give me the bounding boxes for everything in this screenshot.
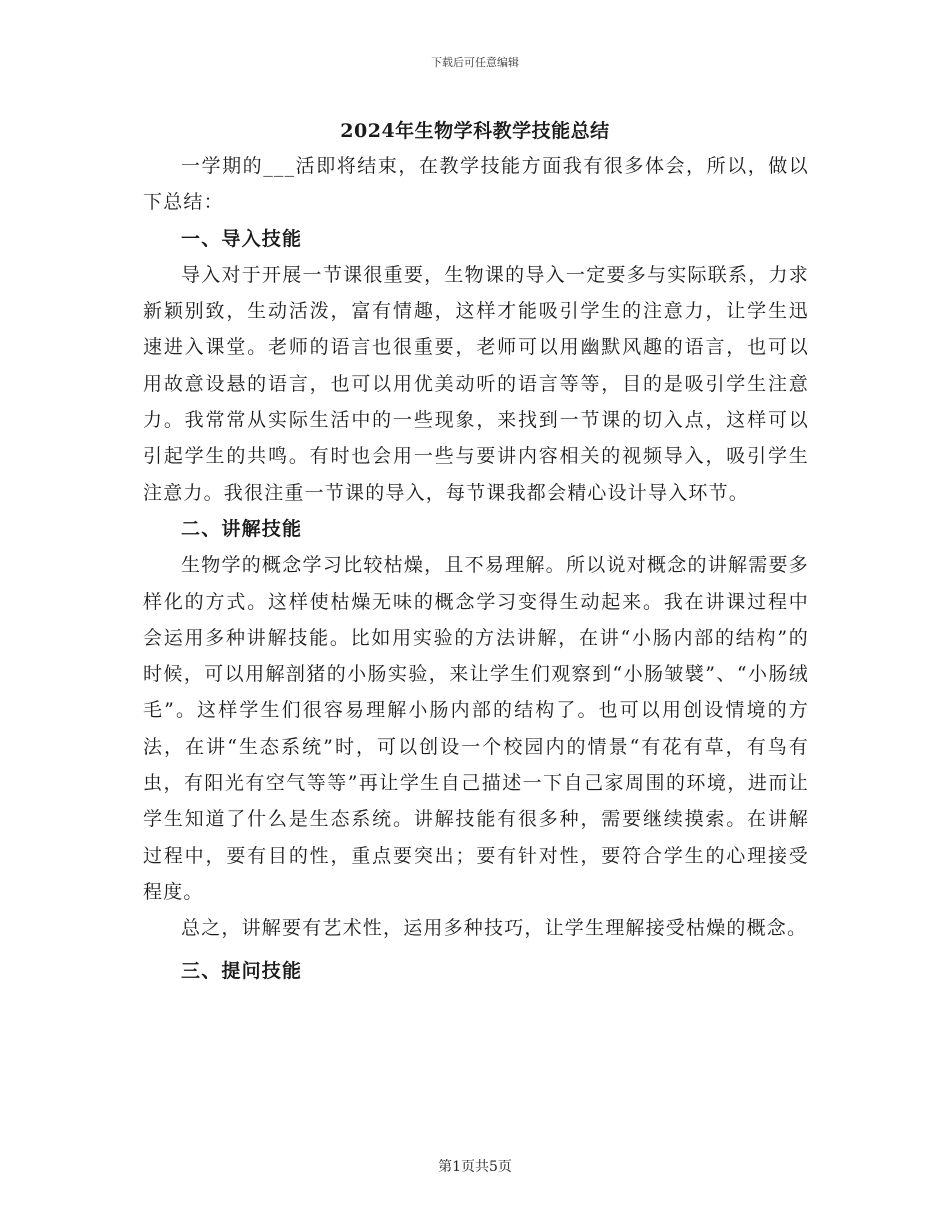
section-heading-intro-skill: 一、导入技能 — [181, 227, 303, 250]
page-number: 第1页共5页 — [438, 1159, 512, 1175]
section-paragraph: 生物学的概念学习比较枯燥，且不易理解。所以说对概念的讲解需要多样化的方式。这样使枯燥无味的概念学习变得生动起来。我在讲课过程中会运用多种讲解技能。比如用实验的方法讲解，在讲“小肠内部的结构”的时候，可以用解剖猪的小肠实验，来让学生们观察到“小肠皱襞”、“小肠绒毛”。这样学生们很容易理解小肠内部的结构了。也可以用创设情境的方法，在讲“生态系统”时，可以创设一个校园内的情景“有花有草，有鸟有虫，有阳光有空气等等”再让学生自己描述一下自己家周围的环境，进而让学生知道了什么是生态系统。讲解技能有很多种，需要继续摸索。在讲解过程中，要有目的性，重点要突出；要有针对性，要符合学生的心理接受程度。 — [143, 554, 809, 903]
intro-paragraph: 一学期的___活即将结束，在教学技能方面我有很多体会，所以，做以下总结： — [143, 155, 809, 214]
document-body — [143, 148, 809, 989]
section-paragraph: 导入对于开展一节课很重要，生物课的导入一定要多与实际联系，力求新颖别致，生动活泼，富有情趣，这样才能吸引学生的注意力，让学生迅速进入课堂。老师的语言也很重要，老师可以用幽默风趣的语言，也可以用故意设悬的语言，也可以用优美动听的语言等等，目的是吸引学生注意力。我常常从实际生活中的一些现象，来找到一节课的切入点，这样可以引起学生的共鸣。有时也会用一些与要讲内容相关的视频导入，吸引学生注意力。我很注重一节课的导入，每节课我都会精心设计导入环节。 — [143, 263, 809, 504]
document-title: 2024年生物学科教学技能总结 — [340, 120, 610, 142]
section-heading-question-skill: 三、提问技能 — [181, 959, 303, 982]
section-heading-explain-skill: 二、讲解技能 — [181, 517, 303, 540]
page-header-note: 下载后可任意编辑 — [431, 56, 519, 69]
section-paragraph: 总之，讲解要有艺术性，运用多种技巧，让学生理解接受枯燥的概念。 — [181, 917, 808, 940]
